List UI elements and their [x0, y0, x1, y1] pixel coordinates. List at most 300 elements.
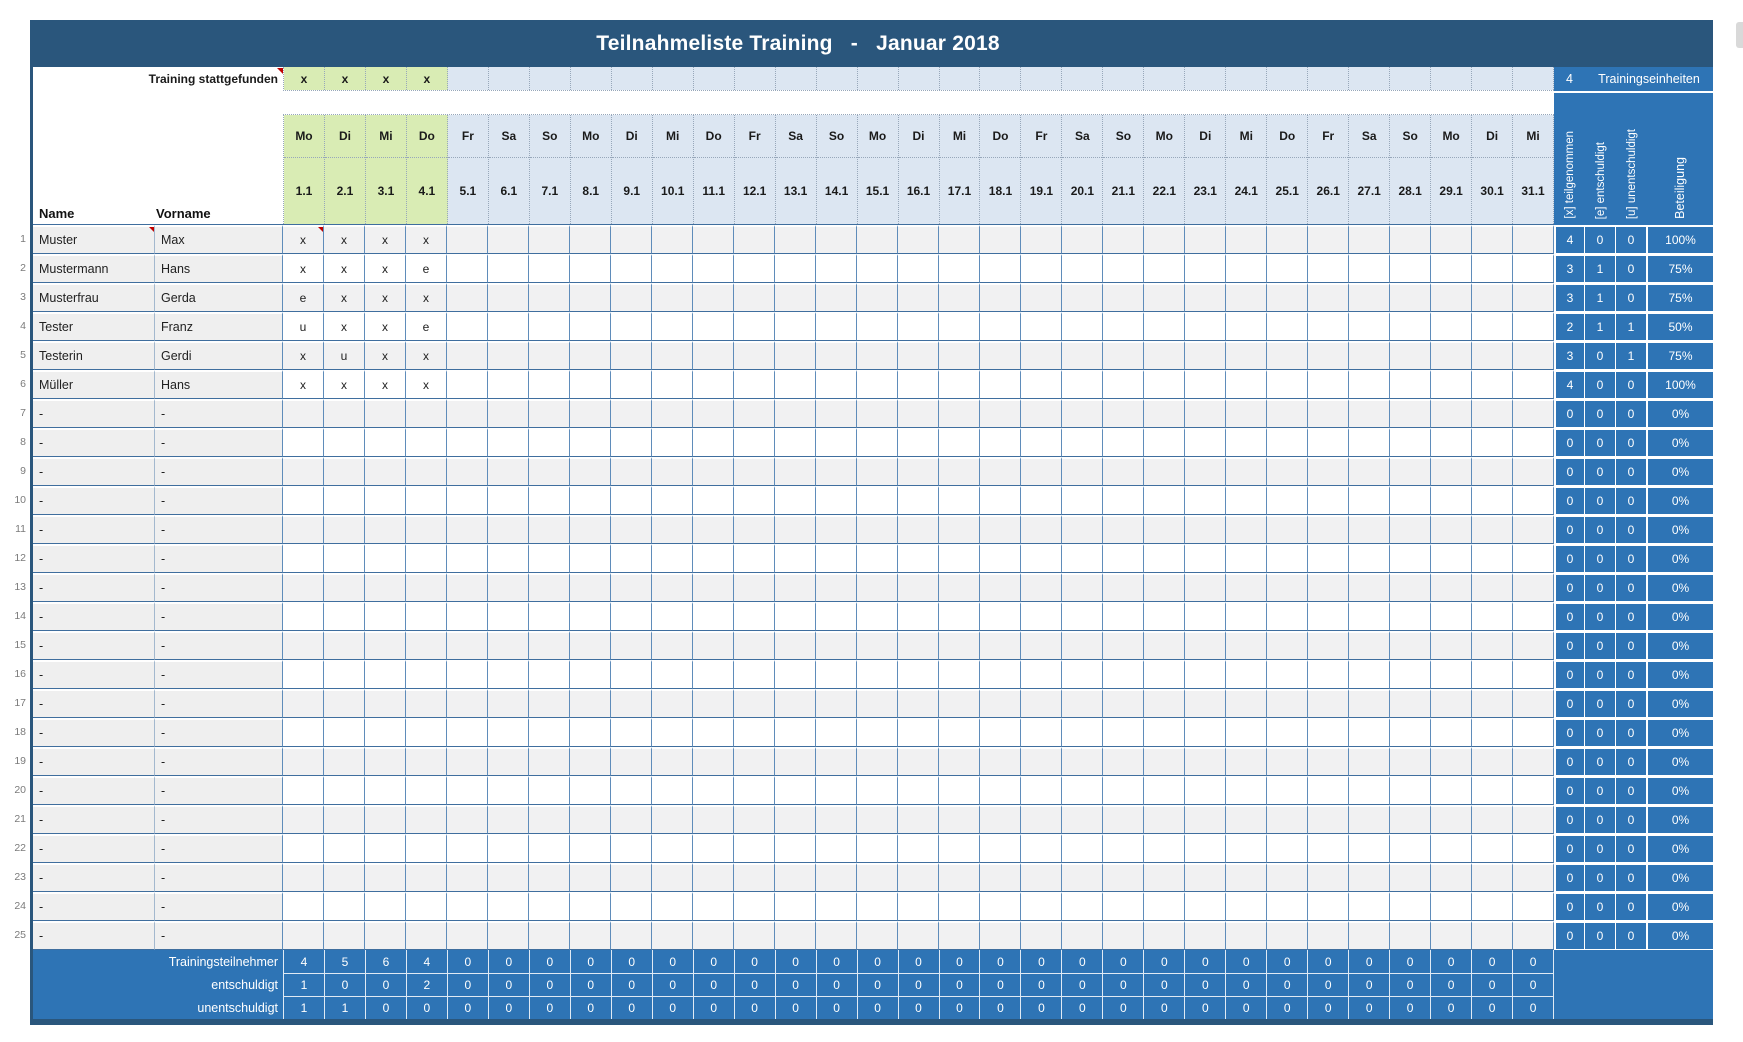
attendance-cell[interactable]: [734, 544, 775, 573]
attendance-cell[interactable]: [611, 718, 652, 747]
attendance-cell[interactable]: [1062, 718, 1103, 747]
attendance-cell[interactable]: [406, 747, 447, 776]
attendance-cell[interactable]: [939, 341, 980, 370]
attendance-cell[interactable]: [1390, 747, 1431, 776]
attendance-cell[interactable]: [1185, 776, 1226, 805]
attendance-cell[interactable]: [365, 863, 406, 892]
attendance-cell[interactable]: [980, 892, 1021, 921]
attendance-cell[interactable]: [1062, 805, 1103, 834]
attendance-cell[interactable]: [570, 254, 611, 283]
attendance-cell[interactable]: x: [324, 254, 365, 283]
attendance-cell[interactable]: [488, 718, 529, 747]
attendance-cell[interactable]: [980, 718, 1021, 747]
attendance-cell[interactable]: [693, 689, 734, 718]
attendance-cell[interactable]: [447, 631, 488, 660]
attendance-cell[interactable]: [1185, 747, 1226, 776]
training-occurred-cell[interactable]: [1021, 67, 1062, 90]
attendance-cell[interactable]: [611, 486, 652, 515]
attendance-cell[interactable]: [1390, 834, 1431, 863]
attendance-cell[interactable]: [406, 573, 447, 602]
attendance-cell[interactable]: [365, 805, 406, 834]
attendance-cell[interactable]: x: [324, 370, 365, 399]
attendance-cell[interactable]: [1021, 428, 1062, 457]
attendance-cell[interactable]: [406, 689, 447, 718]
attendance-cell[interactable]: [1513, 863, 1554, 892]
attendance-cell[interactable]: [1308, 225, 1349, 254]
attendance-cell[interactable]: [488, 776, 529, 805]
attendance-cell[interactable]: [406, 863, 447, 892]
attendance-cell[interactable]: [652, 283, 693, 312]
attendance-cell[interactable]: [570, 631, 611, 660]
attendance-cell[interactable]: [1472, 544, 1513, 573]
attendance-cell[interactable]: [406, 921, 447, 950]
attendance-cell[interactable]: [898, 689, 939, 718]
attendance-cell[interactable]: [1021, 863, 1062, 892]
attendance-cell[interactable]: [939, 515, 980, 544]
attendance-cell[interactable]: [447, 602, 488, 631]
attendance-cell[interactable]: [775, 225, 816, 254]
attendance-cell[interactable]: [365, 602, 406, 631]
attendance-cell[interactable]: [570, 544, 611, 573]
attendance-cell[interactable]: [775, 341, 816, 370]
attendance-cell[interactable]: [1144, 660, 1185, 689]
attendance-cell[interactable]: [570, 747, 611, 776]
attendance-cell[interactable]: [939, 834, 980, 863]
attendance-cell[interactable]: [693, 428, 734, 457]
attendance-cell[interactable]: [898, 892, 939, 921]
attendance-cell[interactable]: [1267, 486, 1308, 515]
training-occurred-cell[interactable]: [858, 67, 899, 90]
attendance-cell[interactable]: [488, 399, 529, 428]
attendance-cell[interactable]: [1144, 515, 1185, 544]
attendance-cell[interactable]: [488, 660, 529, 689]
attendance-cell[interactable]: [1390, 428, 1431, 457]
attendance-cell[interactable]: [1513, 370, 1554, 399]
attendance-cell[interactable]: [1103, 399, 1144, 428]
attendance-cell[interactable]: [324, 747, 365, 776]
attendance-cell[interactable]: [1144, 486, 1185, 515]
attendance-cell[interactable]: [1431, 892, 1472, 921]
attendance-cell[interactable]: [1267, 718, 1308, 747]
attendance-cell[interactable]: [939, 776, 980, 805]
attendance-cell[interactable]: [693, 225, 734, 254]
attendance-cell[interactable]: [488, 428, 529, 457]
attendance-cell[interactable]: [1226, 834, 1267, 863]
attendance-cell[interactable]: [734, 631, 775, 660]
attendance-cell[interactable]: [1144, 921, 1185, 950]
attendance-cell[interactable]: [980, 631, 1021, 660]
attendance-cell[interactable]: [652, 892, 693, 921]
attendance-cell[interactable]: [1267, 660, 1308, 689]
attendance-cell[interactable]: [980, 660, 1021, 689]
attendance-cell[interactable]: [1431, 486, 1472, 515]
attendance-cell[interactable]: [1472, 863, 1513, 892]
attendance-cell[interactable]: [1513, 457, 1554, 486]
attendance-cell[interactable]: x: [365, 341, 406, 370]
attendance-cell[interactable]: [283, 515, 324, 544]
attendance-cell[interactable]: [857, 747, 898, 776]
attendance-cell[interactable]: [1308, 312, 1349, 341]
attendance-cell[interactable]: [775, 660, 816, 689]
attendance-cell[interactable]: [570, 863, 611, 892]
attendance-cell[interactable]: [488, 892, 529, 921]
attendance-cell[interactable]: [652, 370, 693, 399]
attendance-cell[interactable]: [324, 660, 365, 689]
attendance-cell[interactable]: [1267, 544, 1308, 573]
attendance-cell[interactable]: [816, 428, 857, 457]
attendance-cell[interactable]: [1267, 370, 1308, 399]
attendance-cell[interactable]: [1144, 225, 1185, 254]
attendance-cell[interactable]: [529, 515, 570, 544]
attendance-cell[interactable]: [1062, 544, 1103, 573]
attendance-cell[interactable]: [447, 283, 488, 312]
attendance-cell[interactable]: [693, 892, 734, 921]
attendance-cell[interactable]: [939, 805, 980, 834]
attendance-cell[interactable]: [570, 805, 611, 834]
attendance-cell[interactable]: [652, 834, 693, 863]
attendance-cell[interactable]: [1308, 660, 1349, 689]
attendance-cell[interactable]: [816, 573, 857, 602]
attendance-cell[interactable]: [775, 370, 816, 399]
attendance-cell[interactable]: [1103, 631, 1144, 660]
attendance-cell[interactable]: [939, 718, 980, 747]
attendance-cell[interactable]: [529, 660, 570, 689]
attendance-cell[interactable]: x: [406, 283, 447, 312]
attendance-cell[interactable]: [406, 399, 447, 428]
attendance-cell[interactable]: [406, 486, 447, 515]
attendance-cell[interactable]: u: [324, 341, 365, 370]
attendance-cell[interactable]: [324, 544, 365, 573]
attendance-cell[interactable]: [652, 515, 693, 544]
attendance-cell[interactable]: [1513, 225, 1554, 254]
attendance-cell[interactable]: [1185, 428, 1226, 457]
attendance-cell[interactable]: x: [365, 283, 406, 312]
attendance-cell[interactable]: [1431, 805, 1472, 834]
attendance-cell[interactable]: [447, 573, 488, 602]
attendance-cell[interactable]: [488, 457, 529, 486]
attendance-cell[interactable]: [611, 776, 652, 805]
attendance-cell[interactable]: [652, 486, 693, 515]
vorname-cell[interactable]: -: [155, 428, 283, 457]
attendance-cell[interactable]: [693, 776, 734, 805]
attendance-cell[interactable]: [775, 776, 816, 805]
attendance-cell[interactable]: [816, 544, 857, 573]
attendance-cell[interactable]: [324, 776, 365, 805]
attendance-cell[interactable]: [816, 602, 857, 631]
attendance-cell[interactable]: [1349, 602, 1390, 631]
attendance-cell[interactable]: [570, 515, 611, 544]
attendance-cell[interactable]: [1472, 399, 1513, 428]
attendance-cell[interactable]: [447, 892, 488, 921]
attendance-cell[interactable]: [1390, 312, 1431, 341]
training-occurred-cell[interactable]: [489, 67, 530, 90]
attendance-cell[interactable]: [1390, 805, 1431, 834]
attendance-cell[interactable]: [1431, 254, 1472, 283]
attendance-cell[interactable]: [1144, 776, 1185, 805]
attendance-cell[interactable]: x: [324, 312, 365, 341]
attendance-cell[interactable]: [693, 544, 734, 573]
attendance-cell[interactable]: [939, 428, 980, 457]
name-cell[interactable]: -: [33, 602, 155, 631]
attendance-cell[interactable]: [1226, 689, 1267, 718]
training-occurred-cell[interactable]: [1062, 67, 1103, 90]
attendance-cell[interactable]: [857, 718, 898, 747]
attendance-cell[interactable]: x: [283, 254, 324, 283]
attendance-cell[interactable]: [734, 805, 775, 834]
attendance-cell[interactable]: [857, 573, 898, 602]
attendance-cell[interactable]: [447, 863, 488, 892]
attendance-cell[interactable]: [1472, 805, 1513, 834]
attendance-cell[interactable]: [1513, 689, 1554, 718]
attendance-cell[interactable]: [1062, 428, 1103, 457]
attendance-cell[interactable]: [898, 602, 939, 631]
attendance-cell[interactable]: [1226, 428, 1267, 457]
name-cell[interactable]: -: [33, 718, 155, 747]
attendance-cell[interactable]: [529, 689, 570, 718]
attendance-cell[interactable]: [1513, 341, 1554, 370]
attendance-cell[interactable]: [1062, 689, 1103, 718]
attendance-cell[interactable]: [980, 921, 1021, 950]
attendance-cell[interactable]: [447, 399, 488, 428]
attendance-cell[interactable]: [1185, 689, 1226, 718]
attendance-cell[interactable]: [652, 660, 693, 689]
attendance-cell[interactable]: [857, 399, 898, 428]
attendance-cell[interactable]: [1431, 631, 1472, 660]
attendance-cell[interactable]: [693, 399, 734, 428]
attendance-cell[interactable]: [1431, 399, 1472, 428]
attendance-cell[interactable]: [693, 254, 734, 283]
attendance-cell[interactable]: [570, 312, 611, 341]
attendance-cell[interactable]: [1185, 544, 1226, 573]
attendance-cell[interactable]: [898, 747, 939, 776]
attendance-cell[interactable]: [1103, 457, 1144, 486]
attendance-cell[interactable]: [1062, 399, 1103, 428]
attendance-cell[interactable]: [529, 747, 570, 776]
attendance-cell[interactable]: [283, 834, 324, 863]
attendance-cell[interactable]: [857, 921, 898, 950]
vorname-cell[interactable]: Franz: [155, 312, 283, 341]
attendance-cell[interactable]: [570, 660, 611, 689]
vorname-cell[interactable]: -: [155, 834, 283, 863]
attendance-cell[interactable]: [1226, 254, 1267, 283]
attendance-cell[interactable]: [1431, 428, 1472, 457]
attendance-cell[interactable]: [898, 428, 939, 457]
attendance-cell[interactable]: [1267, 834, 1308, 863]
attendance-cell[interactable]: [1144, 892, 1185, 921]
attendance-cell[interactable]: [1431, 921, 1472, 950]
attendance-cell[interactable]: [1021, 805, 1062, 834]
attendance-cell[interactable]: [1513, 921, 1554, 950]
attendance-cell[interactable]: [1185, 341, 1226, 370]
attendance-cell[interactable]: [365, 892, 406, 921]
attendance-cell[interactable]: [1267, 283, 1308, 312]
attendance-cell[interactable]: [734, 283, 775, 312]
attendance-cell[interactable]: [1144, 834, 1185, 863]
attendance-cell[interactable]: [1185, 834, 1226, 863]
attendance-cell[interactable]: [1103, 341, 1144, 370]
attendance-cell[interactable]: [365, 689, 406, 718]
name-cell[interactable]: -: [33, 515, 155, 544]
attendance-cell[interactable]: [447, 660, 488, 689]
attendance-cell[interactable]: [1513, 283, 1554, 312]
attendance-cell[interactable]: [1185, 892, 1226, 921]
attendance-cell[interactable]: [1185, 312, 1226, 341]
attendance-cell[interactable]: [488, 747, 529, 776]
attendance-cell[interactable]: [1062, 457, 1103, 486]
attendance-cell[interactable]: [898, 370, 939, 399]
vorname-cell[interactable]: -: [155, 515, 283, 544]
attendance-cell[interactable]: [1103, 370, 1144, 399]
attendance-cell[interactable]: [488, 254, 529, 283]
attendance-cell[interactable]: [283, 747, 324, 776]
attendance-cell[interactable]: [939, 370, 980, 399]
attendance-cell[interactable]: [1226, 573, 1267, 602]
attendance-cell[interactable]: [1226, 747, 1267, 776]
training-occurred-cell[interactable]: [899, 67, 940, 90]
attendance-cell[interactable]: [1103, 892, 1144, 921]
attendance-cell[interactable]: [488, 573, 529, 602]
attendance-cell[interactable]: [1390, 863, 1431, 892]
attendance-cell[interactable]: [652, 921, 693, 950]
attendance-cell[interactable]: [447, 921, 488, 950]
attendance-cell[interactable]: [324, 515, 365, 544]
attendance-cell[interactable]: [1513, 254, 1554, 283]
attendance-cell[interactable]: [734, 921, 775, 950]
attendance-cell[interactable]: e: [406, 254, 447, 283]
attendance-cell[interactable]: [1103, 515, 1144, 544]
attendance-cell[interactable]: [939, 573, 980, 602]
attendance-cell[interactable]: [406, 602, 447, 631]
attendance-cell[interactable]: [1144, 312, 1185, 341]
attendance-cell[interactable]: [283, 428, 324, 457]
attendance-cell[interactable]: [1062, 631, 1103, 660]
attendance-cell[interactable]: [652, 341, 693, 370]
attendance-cell[interactable]: [693, 486, 734, 515]
attendance-cell[interactable]: [693, 747, 734, 776]
attendance-cell[interactable]: [816, 921, 857, 950]
attendance-cell[interactable]: [693, 573, 734, 602]
attendance-cell[interactable]: [775, 631, 816, 660]
attendance-cell[interactable]: [447, 370, 488, 399]
attendance-cell[interactable]: [980, 225, 1021, 254]
attendance-cell[interactable]: [1472, 370, 1513, 399]
attendance-cell[interactable]: [939, 225, 980, 254]
attendance-cell[interactable]: x: [283, 341, 324, 370]
training-occurred-cell[interactable]: [694, 67, 735, 90]
attendance-cell[interactable]: [775, 573, 816, 602]
attendance-cell[interactable]: [1267, 631, 1308, 660]
attendance-cell[interactable]: [734, 718, 775, 747]
attendance-cell[interactable]: [1144, 544, 1185, 573]
attendance-cell[interactable]: [939, 457, 980, 486]
attendance-cell[interactable]: [693, 312, 734, 341]
attendance-cell[interactable]: [1062, 776, 1103, 805]
attendance-cell[interactable]: [1431, 544, 1472, 573]
training-occurred-cell[interactable]: [817, 67, 858, 90]
attendance-cell[interactable]: [898, 515, 939, 544]
attendance-cell[interactable]: [529, 921, 570, 950]
attendance-cell[interactable]: [570, 341, 611, 370]
attendance-cell[interactable]: [611, 283, 652, 312]
attendance-cell[interactable]: [570, 921, 611, 950]
attendance-cell[interactable]: [1308, 486, 1349, 515]
attendance-cell[interactable]: [1185, 573, 1226, 602]
attendance-cell[interactable]: [1103, 312, 1144, 341]
name-cell[interactable]: -: [33, 486, 155, 515]
attendance-cell[interactable]: [816, 776, 857, 805]
attendance-cell[interactable]: [1431, 283, 1472, 312]
attendance-cell[interactable]: [693, 921, 734, 950]
attendance-cell[interactable]: [1185, 515, 1226, 544]
attendance-cell[interactable]: [980, 341, 1021, 370]
attendance-cell[interactable]: [406, 457, 447, 486]
attendance-cell[interactable]: [1431, 225, 1472, 254]
attendance-cell[interactable]: [365, 921, 406, 950]
training-occurred-cell[interactable]: [448, 67, 489, 90]
attendance-cell[interactable]: [1062, 573, 1103, 602]
vorname-cell[interactable]: Hans: [155, 370, 283, 399]
attendance-cell[interactable]: [939, 602, 980, 631]
attendance-cell[interactable]: [447, 457, 488, 486]
attendance-cell[interactable]: [898, 312, 939, 341]
attendance-cell[interactable]: [898, 341, 939, 370]
attendance-cell[interactable]: [324, 689, 365, 718]
attendance-cell[interactable]: [1308, 515, 1349, 544]
attendance-cell[interactable]: [775, 515, 816, 544]
attendance-cell[interactable]: [1472, 747, 1513, 776]
attendance-cell[interactable]: [1349, 457, 1390, 486]
training-occurred-cell[interactable]: [1226, 67, 1267, 90]
attendance-cell[interactable]: [898, 544, 939, 573]
attendance-cell[interactable]: [1472, 486, 1513, 515]
attendance-cell[interactable]: [283, 689, 324, 718]
attendance-cell[interactable]: [324, 573, 365, 602]
attendance-cell[interactable]: [447, 747, 488, 776]
attendance-cell[interactable]: [1431, 457, 1472, 486]
attendance-cell[interactable]: [1103, 776, 1144, 805]
attendance-cell[interactable]: [1144, 399, 1185, 428]
attendance-cell[interactable]: [939, 689, 980, 718]
attendance-cell[interactable]: [1226, 486, 1267, 515]
attendance-cell[interactable]: [734, 254, 775, 283]
attendance-cell[interactable]: [447, 486, 488, 515]
attendance-cell[interactable]: [775, 602, 816, 631]
attendance-cell[interactable]: [1062, 254, 1103, 283]
attendance-cell[interactable]: [529, 254, 570, 283]
attendance-cell[interactable]: [488, 341, 529, 370]
attendance-cell[interactable]: [693, 631, 734, 660]
attendance-cell[interactable]: [1185, 254, 1226, 283]
attendance-cell[interactable]: [1513, 602, 1554, 631]
attendance-cell[interactable]: [775, 892, 816, 921]
attendance-cell[interactable]: [1103, 225, 1144, 254]
attendance-cell[interactable]: [529, 776, 570, 805]
attendance-cell[interactable]: [447, 225, 488, 254]
attendance-cell[interactable]: [1021, 283, 1062, 312]
attendance-cell[interactable]: [857, 341, 898, 370]
attendance-cell[interactable]: [980, 863, 1021, 892]
attendance-cell[interactable]: [1390, 254, 1431, 283]
name-cell[interactable]: -: [33, 660, 155, 689]
attendance-cell[interactable]: [1103, 834, 1144, 863]
attendance-cell[interactable]: [406, 892, 447, 921]
attendance-cell[interactable]: [980, 776, 1021, 805]
attendance-cell[interactable]: [324, 428, 365, 457]
attendance-cell[interactable]: [529, 544, 570, 573]
attendance-cell[interactable]: [816, 370, 857, 399]
training-occurred-cell[interactable]: x: [407, 67, 448, 90]
attendance-cell[interactable]: [1021, 254, 1062, 283]
